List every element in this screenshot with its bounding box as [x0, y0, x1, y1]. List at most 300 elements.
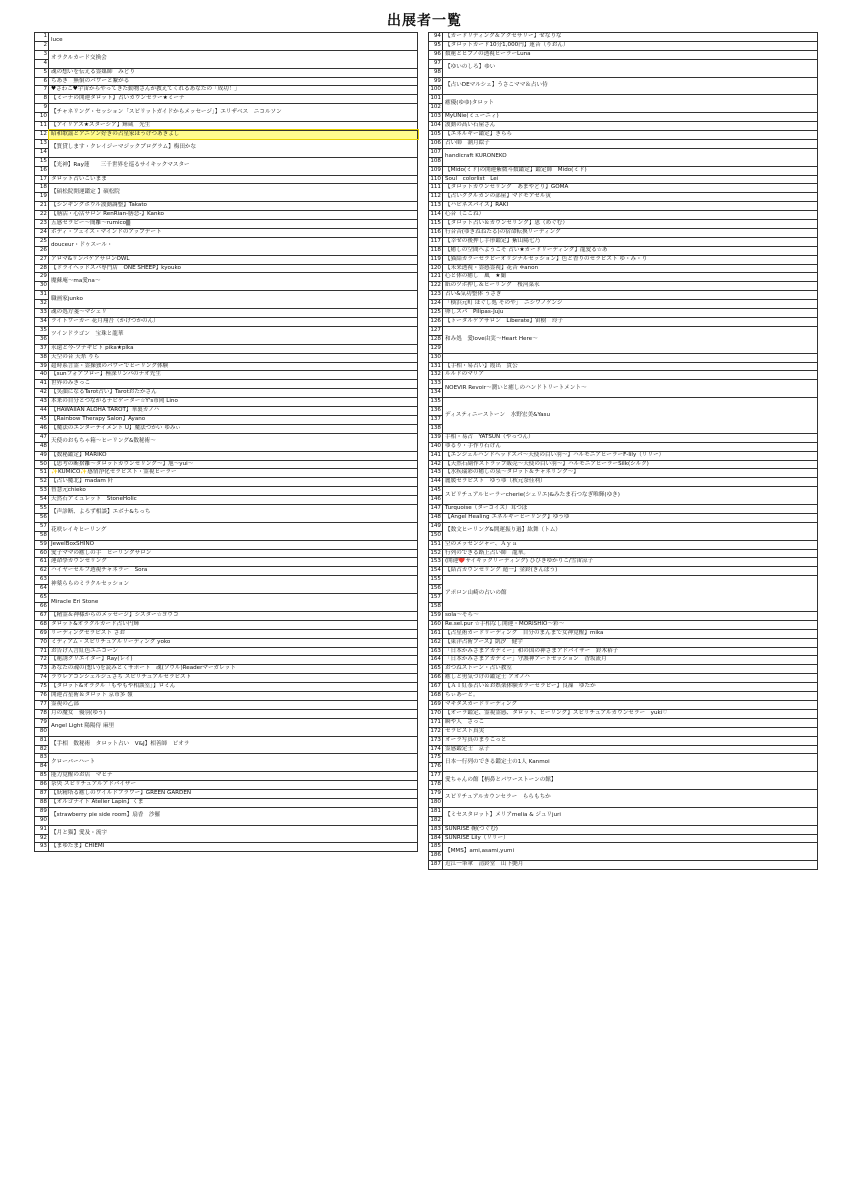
- row-number: 182: [429, 816, 443, 825]
- table-row: [429, 861, 818, 870]
- row-number: 78: [35, 709, 49, 718]
- table-row: [35, 754, 418, 763]
- table-row: [35, 460, 418, 469]
- exhibitor-name: 【数文ヒーリング&開運振り過】紘舞（トム）: [443, 522, 818, 540]
- exhibitor-name: 愛子ママの癒しの手 ヒーリングサロン: [49, 549, 418, 558]
- row-number: 82: [35, 745, 49, 754]
- row-number: 169: [429, 700, 443, 709]
- row-number: 42: [35, 389, 49, 398]
- exhibitor-name: ラウレアコンシェルジュさち スピリチュアルセラピスト: [49, 674, 418, 683]
- exhibitor-name: マキタスカードリーディング: [443, 700, 818, 709]
- exhibitor-name: 【光神】Ray蓮 三千世界を巡るサイキックマスター: [49, 157, 418, 175]
- table-row: [35, 709, 418, 718]
- row-number: 27: [35, 255, 49, 264]
- table-row: [429, 130, 818, 139]
- row-number: 178: [429, 781, 443, 790]
- row-number: 126: [429, 318, 443, 327]
- exhibitor-name: 【タロット&オラクル「もやもや相談室」】ロミん: [49, 683, 418, 692]
- row-number: 79: [35, 718, 49, 727]
- exhibitor-name: ツインドラゴン 宝珠と龍華: [49, 326, 418, 344]
- table-row: [429, 540, 818, 549]
- table-row: [35, 326, 418, 335]
- exhibitor-name: 【ミーナの開運タロット】占いカウンセラー★ミーナ: [49, 95, 418, 104]
- row-number: 7: [35, 86, 49, 95]
- exhibitor-name: 開運占星術＆タロット 京市多 嶺: [49, 692, 418, 701]
- table-row: [429, 166, 818, 175]
- exhibitor-name: 【ＡＩ紅茶占い＆お娯楽体験カラーセラピー】良凜 ゆたか: [443, 683, 818, 692]
- exhibitor-name: 【精霊＆神様からのメッセージ】シスター☆ヨウコ: [49, 611, 418, 620]
- row-number: 100: [429, 86, 443, 95]
- table-row: [429, 433, 818, 442]
- row-number: 75: [35, 683, 49, 692]
- table-row: [429, 291, 818, 300]
- row-number: 67: [35, 611, 49, 620]
- table-row: [429, 202, 818, 211]
- exhibitor-name: 【ミセスタロット】メリアmelia & ジュリjuri: [443, 807, 818, 825]
- table-row: [429, 505, 818, 514]
- row-number: 143: [429, 469, 443, 478]
- exhibitor-name: 【結占カウンセリング 遁一】金鈴(きんぽう): [443, 567, 818, 576]
- exhibitor-name: 永遠と今-ツナギビト pika★pika: [49, 344, 418, 353]
- table-row: [429, 220, 818, 229]
- table-row: [429, 754, 818, 763]
- row-number: 120: [429, 264, 443, 273]
- table-row: [429, 362, 818, 371]
- row-number: 86: [35, 781, 49, 790]
- table-row: [35, 567, 418, 576]
- table-row: [35, 424, 418, 433]
- exhibitor-name: 【魔法のエンターテイメント U】魔法つかい ゆみぃ: [49, 424, 418, 433]
- table-row: [35, 344, 418, 353]
- row-number: 114: [429, 211, 443, 220]
- exhibitor-name: ハイヤーセルフ透視チャネラー Sora: [49, 567, 418, 576]
- exhibitor-name: 手相・易占 YATSUN（やっつん）: [443, 433, 818, 442]
- row-number: 123: [429, 291, 443, 300]
- table-row: [429, 807, 818, 816]
- table-row: [35, 389, 418, 398]
- row-number: 80: [35, 727, 49, 736]
- table-row: [35, 273, 418, 282]
- row-number: 155: [429, 576, 443, 585]
- exhibitor-name: 【質貸します・クレイジーマジックプログラム】梅田かな: [49, 139, 418, 157]
- table-row: [35, 505, 418, 514]
- table-row: [35, 487, 418, 496]
- exhibitor-name: 【アイリアス★スターシア】輝蔵 光生: [49, 122, 418, 131]
- table-row: [429, 460, 818, 469]
- exhibitor-name: 瞬や人 さっこ: [443, 718, 818, 727]
- table-row: [35, 843, 418, 852]
- table-row: [35, 629, 418, 638]
- exhibitor-name: (開運❤️サイキックリーディング) ひびきゆかりこ/雪宙涼子: [443, 558, 818, 567]
- exhibitor-name: 【HAWAIIAN ALOHA TAROT】華裏カノハ: [49, 407, 418, 416]
- table-row: [429, 371, 818, 380]
- row-number: 154: [429, 567, 443, 576]
- table-row: [35, 469, 418, 478]
- row-number: 45: [35, 415, 49, 424]
- row-number: 15: [35, 157, 49, 166]
- row-number: 83: [35, 754, 49, 763]
- row-number: 34: [35, 318, 49, 327]
- exhibitor-name: 【妖精塔る癒しのワイルドフラワー】GREEN GARDEN: [49, 790, 418, 799]
- exhibitor-name: Soul colorlist Lei: [443, 175, 818, 184]
- row-number: 25: [35, 237, 49, 246]
- table-row: [429, 50, 818, 59]
- row-number: 136: [429, 407, 443, 416]
- exhibitor-name: 【手相・易占い】霞出 貴公: [443, 362, 818, 371]
- exhibitor-name: Re.sel.pur ☆手相なし開運・MORISHIO〜彩〜: [443, 620, 818, 629]
- exhibitor-name: 魂の処方箋〜マシェリ: [49, 309, 418, 318]
- row-number: 47: [35, 433, 49, 442]
- exhibitor-name: 愛ちゃんの館【柄鼻とパワーストーンの館】: [443, 772, 818, 790]
- row-number: 29: [35, 273, 49, 282]
- row-number: 19: [35, 193, 49, 202]
- row-number: 184: [429, 834, 443, 843]
- row-number: 88: [35, 798, 49, 807]
- table-row: [35, 665, 418, 674]
- row-number: 89: [35, 807, 49, 816]
- exhibitor-name: 【Mido(ミド)の開運紫微斗数鑑定】鑑定師 Mido(ミド): [443, 166, 818, 175]
- row-number: 152: [429, 549, 443, 558]
- table-row: [429, 700, 818, 709]
- row-number: 59: [35, 540, 49, 549]
- row-number: 73: [35, 665, 49, 674]
- exhibitor-table-right: [428, 32, 818, 870]
- row-number: 115: [429, 220, 443, 229]
- row-number: 157: [429, 594, 443, 603]
- exhibitor-name: SUNRISE Lily（リリー）: [443, 834, 818, 843]
- row-number: 156: [429, 585, 443, 594]
- row-number: 61: [35, 558, 49, 567]
- row-number: 18: [35, 184, 49, 193]
- table-row: [35, 772, 418, 781]
- table-row: [429, 692, 818, 701]
- row-number: 56: [35, 513, 49, 522]
- exhibitor-name: 【占いDEマルシェ】うさこママ＆占い侍: [443, 77, 818, 95]
- exhibitor-name: スピリチュアルカウンセラー ららもちか: [443, 790, 818, 808]
- row-number: 11: [35, 122, 49, 131]
- row-number: 128: [429, 335, 443, 344]
- row-number: 64: [35, 585, 49, 594]
- row-number: 93: [35, 843, 49, 852]
- table-row: [429, 380, 818, 389]
- exhibitor-name: クローバーハート: [49, 754, 418, 772]
- row-number: 105: [429, 130, 443, 139]
- exhibitor-name: 【ゆいのしろ】ゆい: [443, 59, 818, 77]
- table-row: [35, 228, 418, 237]
- table-row: [429, 674, 818, 683]
- table-row: [429, 282, 818, 291]
- exhibitor-name: 癒しと勇気づけの鑑定士 アオノハ: [443, 674, 818, 683]
- exhibitor-name: 【占いククルカンの部屋】マドモアゼル寅: [443, 193, 818, 202]
- row-number: 153: [429, 558, 443, 567]
- exhibitor-name: 【思考の断捨離〜タロットカウンセリング〜】旭〜yui〜: [49, 460, 418, 469]
- exhibitor-name: 数秘とヒプノの透視ヒーラーLuna: [443, 50, 818, 59]
- exhibitor-name: 日本一行列のできる鑑定士の1人 Kanmoi: [443, 754, 818, 772]
- row-number: 90: [35, 816, 49, 825]
- row-number: 146: [429, 496, 443, 505]
- row-number: 186: [429, 852, 443, 861]
- row-number: 74: [35, 674, 49, 683]
- exhibitor-name: 【東洋占術ブース】凱汐 健宇: [443, 638, 818, 647]
- exhibitor-name: 「横浜元町 ほぐし処 そのや」 ニシワノケンジ: [443, 300, 818, 309]
- table-row: [35, 157, 418, 166]
- table-row: [429, 522, 818, 531]
- row-number: 142: [429, 460, 443, 469]
- exhibitor-name: douceur・ドゥスール・: [49, 237, 418, 255]
- row-number: 51: [35, 469, 49, 478]
- exhibitor-name: 【未来透視・霊感霊視】花音 ✡anon: [443, 264, 818, 273]
- table-row: [35, 825, 418, 834]
- exhibitor-name: handicraft KURONEKO: [443, 148, 818, 166]
- table-row: [429, 211, 818, 220]
- table-row: [35, 211, 418, 220]
- table-row: [35, 496, 418, 505]
- row-number: 32: [35, 300, 49, 309]
- table-row: [429, 326, 818, 335]
- table-row: [429, 398, 818, 407]
- exhibitor-name: 占い師 潮月絵子: [443, 139, 818, 148]
- row-number: 160: [429, 620, 443, 629]
- exhibitor-name: お告げ人言紅色ユニコーン: [49, 647, 418, 656]
- table-row: [35, 433, 418, 442]
- exhibitor-name: 【月と猫】愛及・流宇: [49, 825, 418, 843]
- row-number: 31: [35, 291, 49, 300]
- exhibitor-name: 波動の高い石屋さん: [443, 122, 818, 131]
- table-row: [35, 798, 418, 807]
- table-row: [429, 300, 818, 309]
- exhibitor-name: SUNRISE 鞠(つぐむ): [443, 825, 818, 834]
- exhibitor-name: セラピスト真実: [443, 727, 818, 736]
- row-number: 1: [35, 33, 49, 42]
- row-number: 150: [429, 531, 443, 540]
- table-row: [35, 130, 418, 139]
- exhibitor-name: おつねストーン・占い教室: [443, 665, 818, 674]
- exhibitor-name: luce: [49, 33, 418, 51]
- row-number: 187: [429, 861, 443, 870]
- exhibitor-name: 昭和歌謡とアニソン好きの占星家ほうげつあきよし: [49, 130, 418, 139]
- exhibitor-name: 卵しスパ Pilipas-Juju: [443, 309, 818, 318]
- table-row: [429, 656, 818, 665]
- exhibitor-name: 空のメッセンジャー、Ａｙａ: [443, 540, 818, 549]
- row-number: 103: [429, 113, 443, 122]
- table-row: [35, 576, 418, 585]
- table-row: [35, 790, 418, 799]
- table-row: [35, 68, 418, 77]
- row-number: 177: [429, 772, 443, 781]
- table-row: [35, 202, 418, 211]
- table-row: [429, 148, 818, 157]
- exhibitor-name: 魔蘇庵〜ma愛na〜: [49, 273, 418, 291]
- table-row: [429, 442, 818, 451]
- row-number: 95: [429, 41, 443, 50]
- row-number: 104: [429, 122, 443, 131]
- table-row: [429, 790, 818, 799]
- row-number: 161: [429, 629, 443, 638]
- exhibitor-name: タロット占いこいまま: [49, 175, 418, 184]
- row-number: 139: [429, 433, 443, 442]
- row-number: 53: [35, 487, 49, 496]
- row-number: 22: [35, 211, 49, 220]
- row-number: 163: [429, 647, 443, 656]
- exhibitor-name: 【猫結カラーセラピーオリジナルセッション】色と香りのセラピスト ゆ・み・り: [443, 255, 818, 264]
- table-row: [429, 549, 818, 558]
- row-number: 132: [429, 371, 443, 380]
- row-number: 6: [35, 77, 49, 86]
- exhibitor-name: ルルドのマリア: [443, 371, 818, 380]
- exhibitor-name: 超時系言霊・霊操独のパワーでヒーリング体験: [49, 362, 418, 371]
- row-number: 81: [35, 736, 49, 745]
- exhibitor-name: 天使のおもちゃ箱〜ヒーリング&数秘術〜: [49, 433, 418, 451]
- exhibitor-name: 【オーラ鑑定、霊視霊感、タロット、ヒーリング】スピリチュアルカウンセラー yuki♡: [443, 709, 818, 718]
- row-number: 9: [35, 104, 49, 113]
- exhibitor-name: Turquoise（ターコイズ）茸つぼ: [443, 505, 818, 514]
- exhibitor-name: 世界のみきっこ: [49, 380, 418, 389]
- row-number: 68: [35, 620, 49, 629]
- table-row: [429, 683, 818, 692]
- exhibitor-name: 【碩松院開運鑑定 】碩松院: [49, 184, 418, 202]
- table-row: [429, 727, 818, 736]
- row-number: 185: [429, 843, 443, 852]
- table-row: [429, 736, 818, 745]
- row-number: 36: [35, 335, 49, 344]
- table-row: [35, 139, 418, 148]
- row-number: 57: [35, 522, 49, 531]
- table-row: [35, 95, 418, 104]
- table-row: [429, 95, 818, 104]
- exhibitor-name: 【笑顔になるTarot占い】Tarotおたかさん: [49, 389, 418, 398]
- row-number: 30: [35, 282, 49, 291]
- exhibitor-name: 月の魔女 優羽(ゆう): [49, 709, 418, 718]
- exhibitor-name: 【カードリディング＆アクセサリー】せなりな: [443, 33, 818, 42]
- row-number: 5: [35, 68, 49, 77]
- table-row: [429, 59, 818, 68]
- row-number: 162: [429, 638, 443, 647]
- row-number: 62: [35, 567, 49, 576]
- exhibitor-name: 心音（ここね）: [443, 211, 818, 220]
- table-row: [35, 692, 418, 701]
- table-row: [35, 781, 418, 790]
- exhibitor-name: アポロン山崎の占いの館: [443, 576, 818, 612]
- row-number: 10: [35, 113, 49, 122]
- row-number: 41: [35, 380, 49, 389]
- exhibitor-name: 【膳活・心活サロン RenRian-膳恋-】Kanko: [49, 211, 418, 220]
- table-row: [429, 576, 818, 585]
- exhibitor-name: アロマ&リンパケアサロンOWL: [49, 255, 418, 264]
- exhibitor-name: 【strawberry pie side room】扇香 沙羅: [49, 807, 418, 825]
- row-number: 121: [429, 273, 443, 282]
- row-number: 176: [429, 763, 443, 772]
- exhibitor-name: 【天然石副作ストラップ販売〜天使の白い羽〜】ハルモニアヒーラーSilk(シルク): [443, 460, 818, 469]
- table-row: [35, 407, 418, 416]
- table-row: [35, 309, 418, 318]
- row-number: 37: [35, 344, 49, 353]
- exhibitor-name: ライトワーカー 花月翔吾（かげつかのん）: [49, 318, 418, 327]
- row-number: 13: [35, 139, 49, 148]
- row-number: 158: [429, 603, 443, 612]
- exhibitor-name: 癒優(ゆゆ)タロット: [443, 95, 818, 113]
- table-row: [35, 398, 418, 407]
- table-row: [35, 255, 418, 264]
- row-number: 21: [35, 202, 49, 211]
- exhibitor-name: ミディアム・スピリチュアルリーディング yoko: [49, 638, 418, 647]
- exhibitor-name: 花咲レイキヒーリング: [49, 522, 418, 540]
- exhibitor-name: 【トータルケアサロン Liberate】宙樹 玲子: [443, 318, 818, 327]
- table-row: [35, 237, 418, 246]
- row-number: 164: [429, 656, 443, 665]
- table-row: [429, 122, 818, 131]
- table-row: [429, 709, 818, 718]
- row-number: 112: [429, 193, 443, 202]
- exhibitor-name: 神薬ららのミラクルセッション: [49, 576, 418, 594]
- exhibitor-name: 【sunフォアフロー】極深リンパのナオ先生: [49, 371, 418, 380]
- table-row: [35, 647, 418, 656]
- exhibitor-name: 【MMS】ami,asami,yumi: [443, 843, 818, 861]
- table-row: [429, 478, 818, 487]
- exhibitor-name: 奈央 スピリチュアルアドバイザー: [49, 781, 418, 790]
- row-number: 133: [429, 380, 443, 389]
- exhibitor-name: 麗媛セラピスト ゆうゆ（秋元奈佳利）: [443, 478, 818, 487]
- exhibitor-name: 【水疾瑞彩の癒しの泉〜タロット＆チャネリング〜】: [443, 469, 818, 478]
- table-row: [35, 77, 418, 86]
- exhibitor-name: 占い&気功整体 うさぎ: [443, 291, 818, 300]
- table-row: [429, 638, 818, 647]
- row-number: 147: [429, 505, 443, 514]
- row-number: 40: [35, 371, 49, 380]
- exhibitor-name: 【幸せの後押し手形鑑定】紫山陽七乃: [443, 237, 818, 246]
- table-row: [35, 122, 418, 131]
- exhibitor-name: 運命學カウンセリング: [49, 558, 418, 567]
- row-number: 172: [429, 727, 443, 736]
- row-number: 109: [429, 166, 443, 175]
- table-row: [35, 540, 418, 549]
- row-number: 168: [429, 692, 443, 701]
- row-number: 125: [429, 309, 443, 318]
- table-row: [429, 718, 818, 727]
- row-number: 113: [429, 202, 443, 211]
- row-number: 50: [35, 460, 49, 469]
- table-row: [429, 469, 818, 478]
- row-number: 70: [35, 638, 49, 647]
- row-number: 167: [429, 683, 443, 692]
- table-row: [35, 220, 418, 229]
- row-number: 170: [429, 709, 443, 718]
- row-number: 145: [429, 487, 443, 496]
- page-title: 出展者一覧: [387, 13, 462, 29]
- row-number: 46: [35, 424, 49, 433]
- table-row: [35, 50, 418, 59]
- exhibitor-name: 五感セラピー〜簡離〜rumico▒: [49, 220, 418, 229]
- row-number: 173: [429, 736, 443, 745]
- row-number: 116: [429, 228, 443, 237]
- table-row: [429, 33, 818, 42]
- row-number: 102: [429, 104, 443, 113]
- row-number: 48: [35, 442, 49, 451]
- table-row: [429, 193, 818, 202]
- row-number: 166: [429, 674, 443, 683]
- exhibitor-name: Miracle Eri Stone: [49, 594, 418, 612]
- table-row: [429, 309, 818, 318]
- exhibitor-name: MyUNie(ミューニィ): [443, 113, 818, 122]
- exhibitor-name: 【タロット占い＆カウンセリング】恵（めぐむ）: [443, 220, 818, 229]
- row-number: 52: [35, 478, 49, 487]
- row-number: 131: [429, 362, 443, 371]
- row-number: 3: [35, 50, 49, 59]
- table-row: [35, 478, 418, 487]
- row-number: 24: [35, 228, 49, 237]
- row-number: 110: [429, 175, 443, 184]
- exhibitor-name: 行音音(ゆきねねたる)の宿命転換リーディング: [443, 228, 818, 237]
- row-number: 17: [35, 175, 49, 184]
